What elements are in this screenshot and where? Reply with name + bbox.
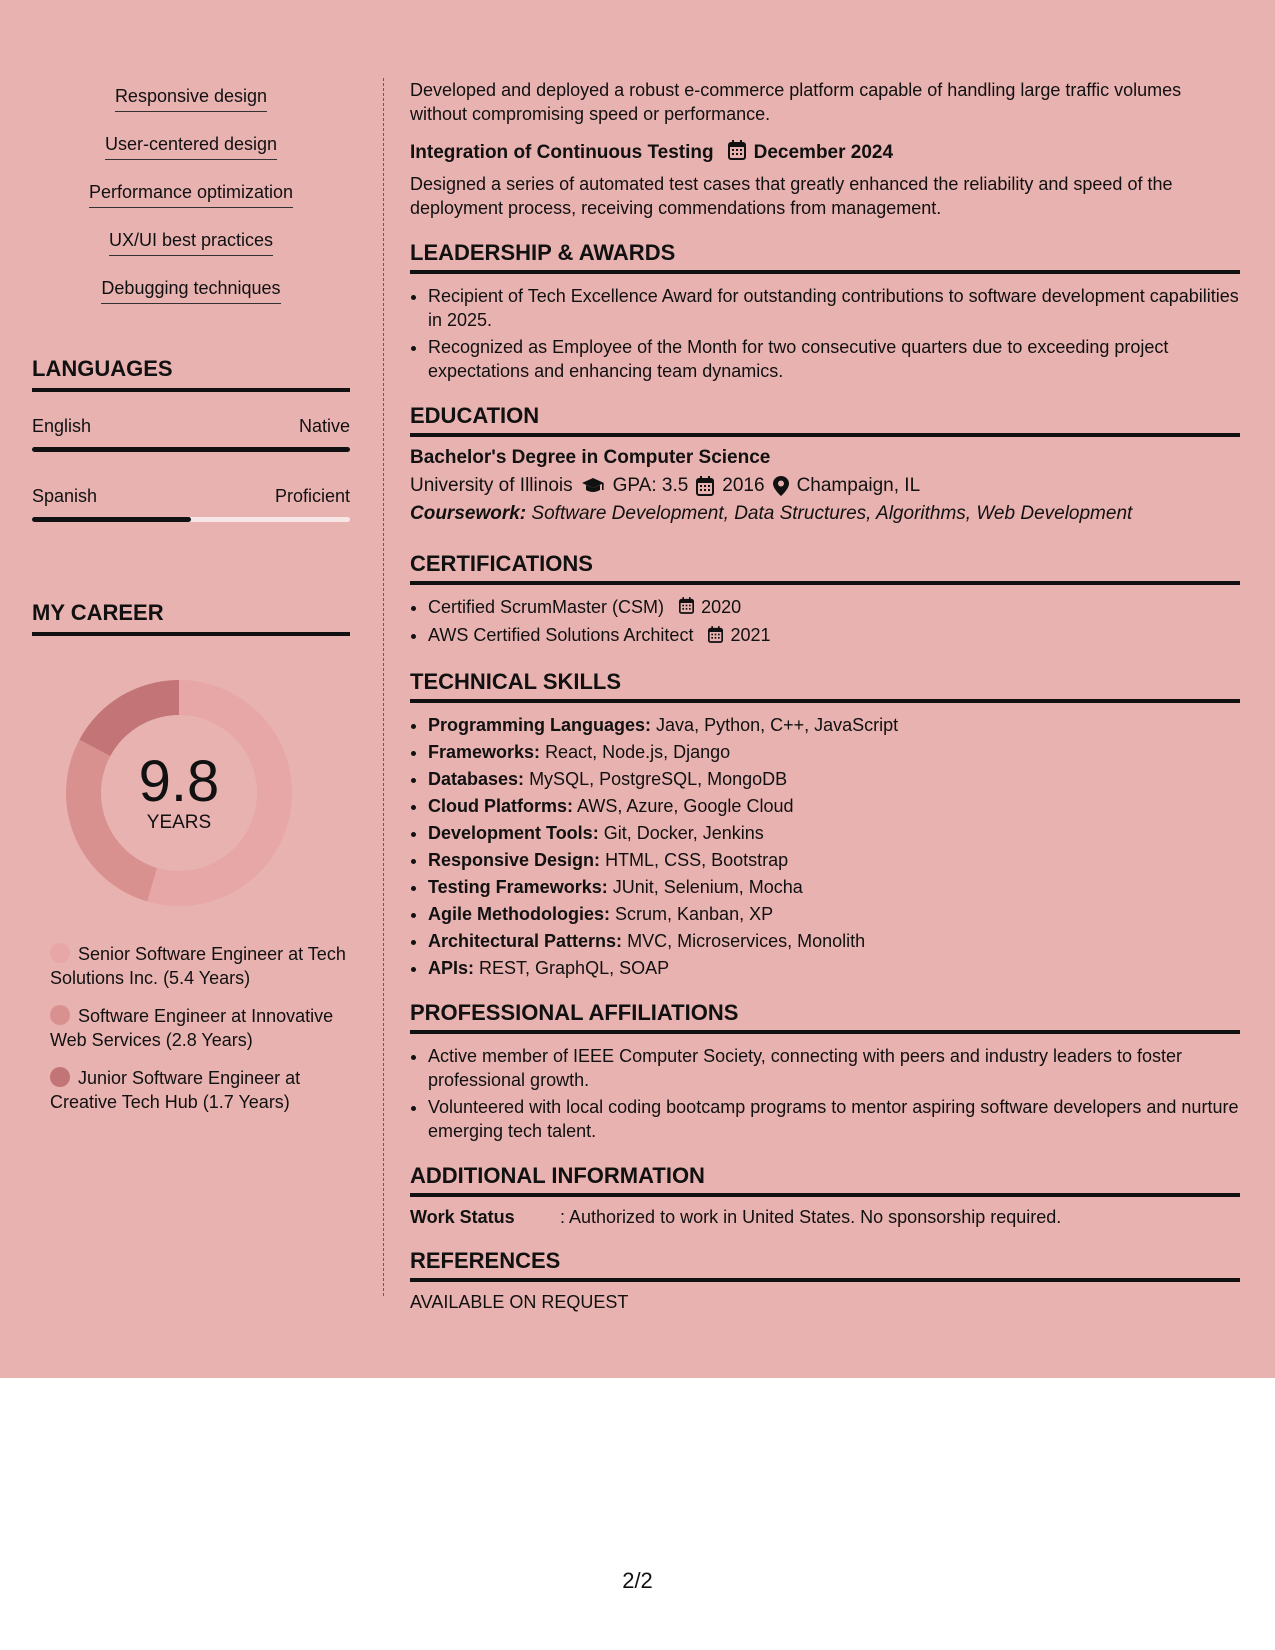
list-item (428, 821, 1240, 845)
skill-value: MVC, Microservices, Monolith (627, 930, 866, 951)
work-status (410, 1207, 1240, 1228)
skill-label: Agile Methodologies: (428, 903, 610, 924)
certification-year: 2020 (701, 597, 742, 617)
skills-title: TECHNICAL SKILLS (410, 669, 1240, 703)
career-item (50, 1066, 350, 1114)
list-item (428, 875, 1240, 899)
skill-value: MySQL, PostgreSQL, MongoDB (529, 768, 788, 789)
education-year: 2016 (722, 475, 765, 496)
skill-label: Databases: (428, 768, 525, 789)
project-title: Integration of Continuous Testing (410, 142, 714, 163)
education-location: Champaign, IL (796, 475, 921, 496)
skill-label: Responsive Design: (428, 849, 601, 870)
list-item (428, 740, 1240, 764)
work-status-label: Work Status (410, 1206, 515, 1227)
leadership-list (410, 284, 1240, 383)
career-text: Software Engineer at Innovative Web Services (2.8 Years) (50, 1006, 334, 1050)
skill-label: Development Tools: (428, 822, 599, 843)
calendar-icon (696, 476, 714, 496)
project-date: December 2024 (753, 142, 894, 163)
list-item (428, 956, 1240, 980)
certification-name: Certified ScrumMaster (CSM) (428, 597, 665, 617)
skill-value: REST, GraphQL, SOAP (479, 957, 670, 978)
career-title: MY CAREER (32, 600, 350, 636)
references-value: AVAILABLE ON REQUEST (410, 1291, 629, 1312)
list-item: • Recognized as Employee of the Month for two consecutive quarters due to exceeding project expectations and enhancing team dynamics. (428, 335, 1240, 383)
column-divider (383, 78, 384, 1296)
skill-value: React, Node.js, Django (545, 741, 731, 762)
location-pin-icon (773, 476, 789, 496)
list-item: • Active member of IEEE Computer Society, connecting with peers and industry leaders to foster professional growth. (428, 1044, 1240, 1092)
list-item (428, 595, 1240, 620)
list-item (428, 902, 1240, 926)
degree-title: Bachelor's Degree in Computer Science (410, 447, 771, 468)
coursework-value: Software Development, Data Structures, Algorithms, Web Development (531, 503, 1133, 524)
career-unit: YEARS (146, 812, 212, 833)
references-title: REFERENCES (410, 1248, 1240, 1282)
skill-label: Architectural Patterns: (428, 930, 623, 951)
project-description: Designed a series of automated test cases that greatly enhanced the reliability and speed of the deployment process, receiving commendations from management. (410, 174, 1173, 218)
skill-label: APIs: (428, 957, 475, 978)
language-item (32, 416, 350, 452)
language-bar (32, 517, 350, 522)
skill-value: Scrum, Kanban, XP (615, 903, 774, 924)
certification-name: AWS Certified Solutions Architect (428, 625, 694, 646)
calendar-icon (708, 625, 723, 649)
calendar-icon (679, 596, 694, 620)
list-item: • Volunteered with local coding bootcamp programs to mentor aspiring software developers and nurture emerging tech talent. (428, 1095, 1240, 1143)
education-title: EDUCATION (410, 403, 1240, 437)
career-text: Senior Software Engineer at Tech Solutions Inc. (5.4 Years) (50, 944, 346, 988)
career-section (32, 600, 350, 1114)
list-item (428, 623, 1240, 648)
sidebar (32, 74, 350, 1128)
skill-value: Git, Docker, Jenkins (603, 822, 764, 843)
language-item (32, 486, 350, 522)
skill-value: Java, Python, C++, JavaScript (656, 714, 899, 735)
additional-info-title: ADDITIONAL INFORMATION (410, 1163, 1240, 1197)
main-content (410, 78, 1240, 1313)
skill-value: AWS, Azure, Google Cloud (577, 795, 794, 816)
affiliations-title: PROFESSIONAL AFFILIATIONS (410, 1000, 1240, 1034)
list-item (428, 929, 1240, 953)
page-number: 2/2 (622, 1568, 653, 1593)
language-level: Proficient (274, 486, 350, 506)
certification-year: 2021 (730, 625, 771, 646)
career-item (50, 1004, 350, 1052)
career-text: Junior Software Engineer at Creative Tech Hub (1.7 Years) (50, 1068, 301, 1112)
skill-label: Testing Frameworks: (428, 876, 608, 897)
career-item (50, 942, 350, 990)
university: University of Illinois (410, 475, 573, 496)
skills-list (410, 713, 1240, 980)
skill-tag: Debugging techniques (101, 278, 280, 304)
education-details (410, 475, 1240, 497)
calendar-icon (728, 140, 746, 166)
list-item (428, 767, 1240, 791)
languages-section (32, 356, 350, 522)
leadership-title: LEADERSHIP & AWARDS (410, 240, 1240, 274)
language-bar (32, 447, 350, 452)
experience-description: Developed and deployed a robust e-commerce platform capable of handling large traffic volumes without compromising speed or performance. (410, 80, 1182, 124)
skill-tag: User-centered design (105, 134, 277, 160)
list-item (428, 848, 1240, 872)
skill-tag: Performance optimization (89, 182, 293, 208)
skill-value: HTML, CSS, Bootstrap (605, 849, 789, 870)
language-name: Spanish (32, 486, 98, 506)
career-donut (64, 678, 294, 908)
language-level: Native (298, 416, 350, 436)
career-dot (50, 1005, 70, 1025)
list-item (428, 794, 1240, 818)
languages-title: LANGUAGES (32, 356, 350, 392)
coursework-label: Coursework: (410, 503, 527, 524)
skill-label: Cloud Platforms: (428, 795, 574, 816)
skill-value: JUnit, Selenium, Mocha (612, 876, 803, 897)
career-total: 9.8 (138, 749, 220, 814)
skill-tag: Responsive design (115, 86, 267, 112)
graduation-cap-icon (581, 477, 605, 495)
language-bar-fill (32, 517, 191, 522)
career-dot (50, 1067, 70, 1087)
skill-label: Frameworks: (428, 741, 541, 762)
list-item (428, 713, 1240, 737)
career-dot (50, 943, 70, 963)
skill-label: Programming Languages: (428, 714, 652, 735)
project-heading (410, 140, 1240, 166)
list-item: • Recipient of Tech Excellence Award for outstanding contributions to software development capabilities in 2025. (428, 284, 1240, 332)
affiliations-list (410, 1044, 1240, 1143)
certifications-title: CERTIFICATIONS (410, 551, 1240, 585)
coursework (410, 503, 1240, 525)
gpa: GPA: 3.5 (612, 475, 689, 496)
language-name: English (32, 416, 92, 436)
skill-tags (32, 74, 350, 310)
career-list (32, 942, 350, 1114)
skill-tag: UX/UI best practices (109, 230, 273, 256)
certifications-list (410, 595, 1240, 649)
work-status-value: : Authorized to work in United States. No sponsorship required. (560, 1206, 1062, 1227)
language-bar-fill (32, 447, 350, 452)
